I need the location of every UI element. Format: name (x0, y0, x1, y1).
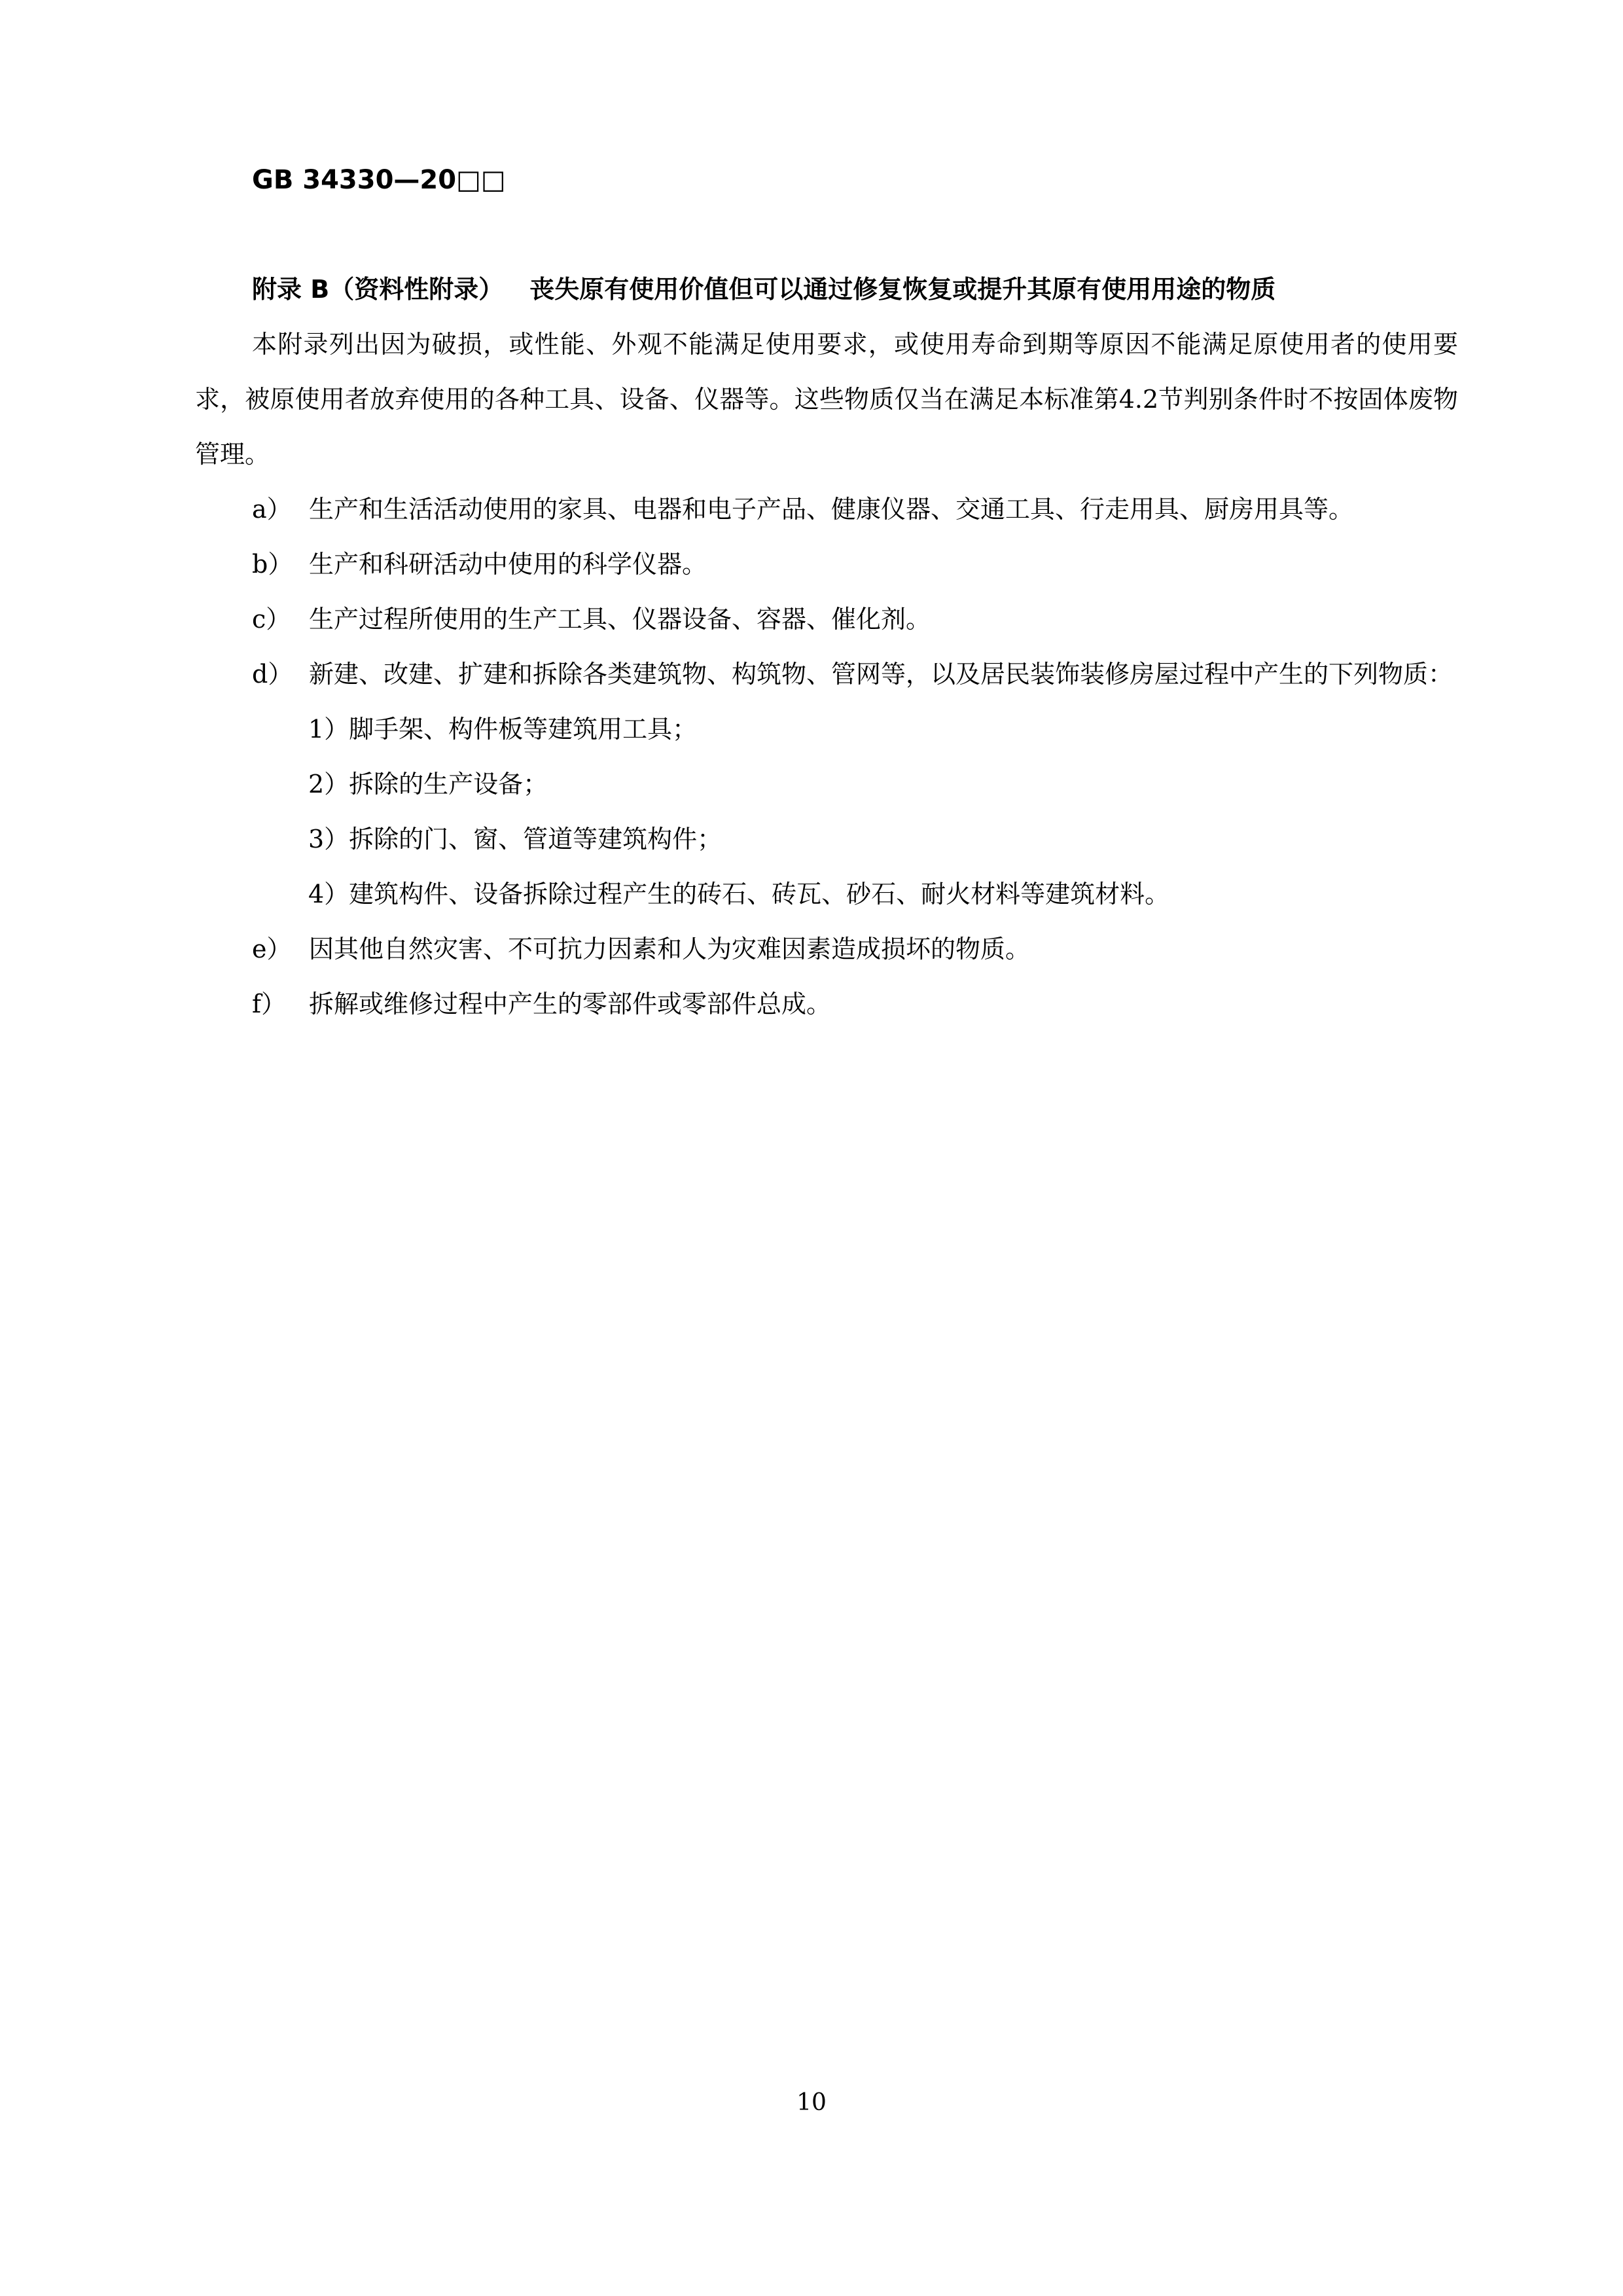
standard-number-header: GB 34330—20□□ (252, 165, 506, 195)
list-item-text: 生产和科研活动中使用的科学仪器。 (309, 550, 707, 579)
list-marker: b） (252, 550, 293, 579)
sub-list-item-4: 4）建筑构件、设备拆除过程产生的砖石、砖瓦、砂石、耐火材料等建筑材料。 (308, 880, 1170, 908)
list-item-a (195, 482, 1458, 537)
list-item-d (195, 647, 1458, 702)
list-marker: c） (252, 605, 291, 634)
page-number: 10 (796, 2089, 827, 2116)
list-item-text: 生产和生活活动使用的家具、电器和电子产品、健康仪器、交通工具、行走用具、厨房用具等。 (309, 495, 1354, 524)
list-item-text: 新建、改建、扩建和拆除各类建筑物、构筑物、管网等，以及居民装饰装修房屋过程中产生的下列物质： (309, 660, 1454, 689)
sub-list-item-2: 2）拆除的生产设备； (308, 770, 548, 798)
list-item-c (195, 592, 1458, 647)
appendix-intro-paragraph: 本附录列出因为破损，或性能、外观不能满足使用要求，或使用寿命到期等原因不能满足原使用者的使用要求，被原使用者放弃使用的各种工具、设备、仪器等。这些物质仅当在满足本标准第4.2节判别条件时不按固体废物管理。 (195, 330, 1458, 469)
list-item-text: 生产过程所使用的生产工具、仪器设备、容器、催化剂。 (309, 605, 931, 634)
list-item-f (195, 977, 1458, 1031)
appendix-label: 附录 B（资料性附录） (252, 275, 504, 304)
list-marker: d） (252, 660, 293, 689)
list-marker: a） (252, 495, 292, 524)
list-marker: e） (252, 935, 292, 963)
list-item-b (195, 537, 1458, 592)
sub-list-item-1: 1）脚手架、构件板等建筑用工具； (308, 715, 698, 744)
appendix-title: 丧失原有使用价值但可以通过修复恢复或提升其原有使用用途的物质 (529, 275, 1276, 304)
list-item-e (195, 922, 1458, 977)
sub-list-item-3: 3）拆除的门、窗、管道等建筑构件； (308, 825, 722, 853)
appendix-content (195, 262, 1458, 1031)
list-item-text: 因其他自然灾害、不可抗力因素和人为灾难因素造成损坏的物质。 (309, 935, 1031, 963)
appendix-heading (195, 262, 1458, 317)
list-item-text: 拆解或维修过程中产生的零部件或零部件总成。 (309, 990, 832, 1018)
list-marker: f） (252, 990, 287, 1018)
